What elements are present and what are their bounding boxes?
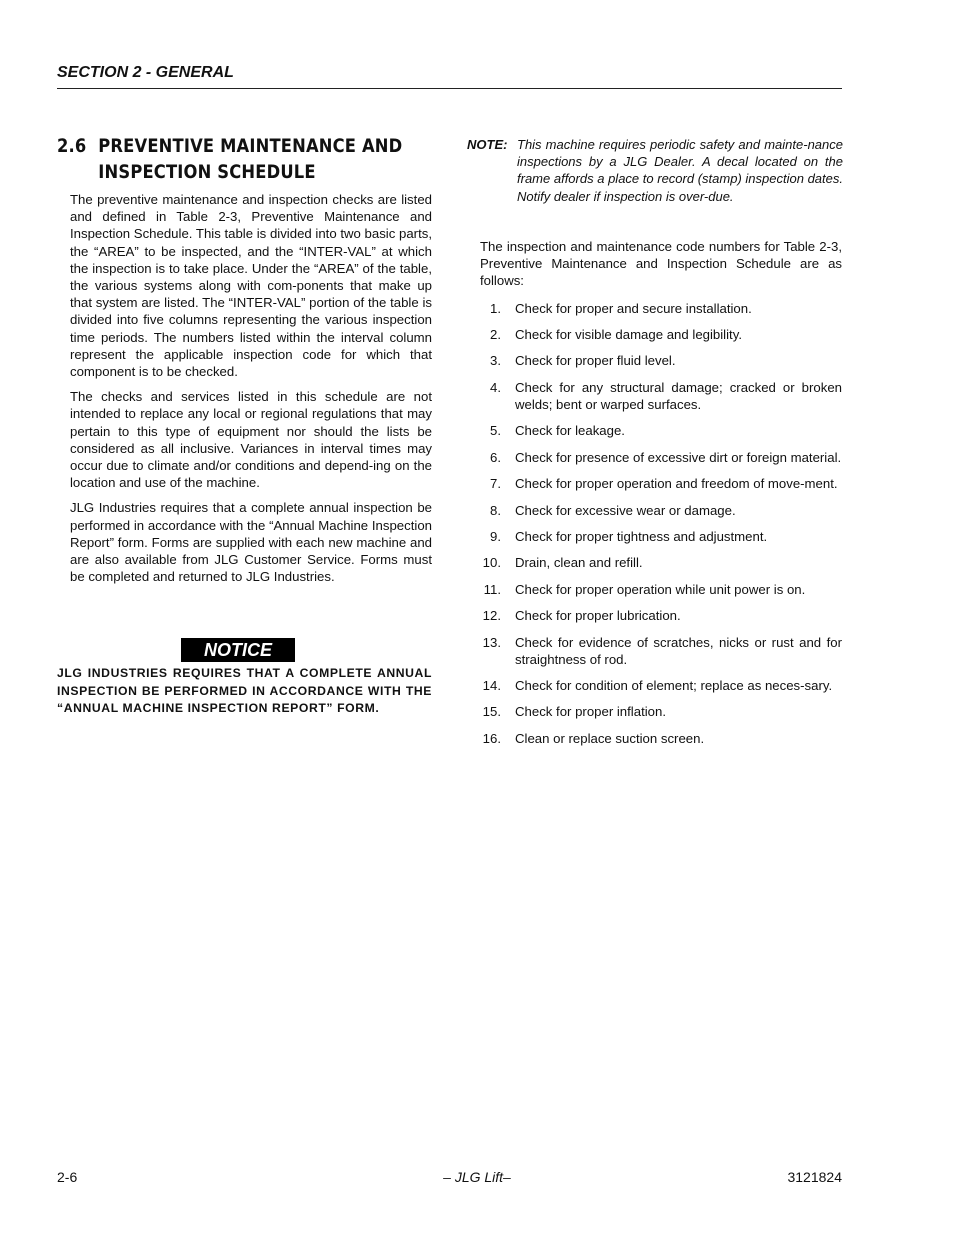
right-column <box>480 238 842 756</box>
notice-label: NOTICE <box>181 638 295 662</box>
codes-intro: The inspection and maintenance code numbers for Table 2-3, Preventive Maintenance and Inspection Schedule are as follows: <box>480 239 842 289</box>
list-item: 3. Check for proper fluid level. <box>490 353 676 369</box>
list-item: 12. Check for proper lubrication. <box>482 608 681 624</box>
list-item: 16. Clean or replace suction screen. <box>482 730 705 746</box>
list-item: 8. Check for excessive wear or damage. <box>490 502 736 518</box>
paragraph: JLG Industries requires that a complete annual inspection be performed in accordance with the “Annual Machine Inspection Report” form. Forms are supplied with each new machine and are also available from JLG Customer Service. Forms must be completed and returned to JLG Industries. <box>70 500 432 585</box>
header-divider <box>57 88 842 89</box>
paragraph: The checks and services listed in this schedule are not intended to replace any local or regional regulations that may pertain to this type of equipment nor should the lists be considered as all inclusive. Variances in interval times may occur due to climate and/or conditions and depend-ing on the location and use of the machine. <box>70 389 432 491</box>
list-item: 7. Check for proper operation and freedom of move-ment. <box>490 476 838 492</box>
section-heading <box>57 133 402 185</box>
heading-number: 2.6 <box>57 135 87 157</box>
left-column <box>70 191 432 593</box>
list-item: 13. Check for evidence of scratches, nicks or rust and for straightness of rod. <box>482 634 842 667</box>
paragraph: The preventive maintenance and inspection checks are listed and defined in Table 2-3, Preventive Maintenance and Inspection Schedule. This table is divided into two basic parts, the “AREA” to be inspected, and the “INTER-VAL” at which the inspection is to take place. Under the “AREA” of the table, the various systems along with com-ponents that make up that system are listed. The “INTER-VAL” portion of the table is divided into five columns representing the various inspection time periods. The numbers listed within the interval column represent the applicable inspection code for which that component is to be checked. <box>70 192 432 380</box>
list-item: 6. Check for presence of excessive dirt or foreign material. <box>490 449 842 465</box>
section-header: SECTION 2 - GENERAL <box>57 64 234 81</box>
page-number: 2-6 <box>57 1169 78 1185</box>
footer-title: – JLG Lift– <box>443 1169 511 1185</box>
document-number: 3121824 <box>787 1169 842 1185</box>
list-item: 4. Check for any structural damage; cracked or broken welds; bent or warped surfaces. <box>490 379 842 412</box>
list-item: 2. Check for visible damage and legibility. <box>490 327 742 342</box>
list-item: 14. Check for condition of element; replace as neces-sary. <box>482 678 833 694</box>
list-item: 11. Check for proper operation while unit power is on. <box>483 581 806 597</box>
note-label: NOTE: <box>467 137 508 152</box>
list-item: 5. Check for leakage. <box>490 423 625 439</box>
list-item: 10. Drain, clean and refill. <box>482 555 643 571</box>
heading-line2: INSPECTION SCHEDULE <box>98 161 316 183</box>
note-text: This machine requires periodic safety and mainte-nance inspections by a JLG Dealer. A decal located on the frame affords a place to record (stamp) inspection dates. Notify dealer if inspection is over-due. <box>517 137 843 204</box>
list-item: 1. Check for proper and secure installation. <box>490 300 752 316</box>
inspection-codes-list <box>480 300 842 747</box>
heading-line1: PREVENTIVE MAINTENANCE AND <box>98 135 403 157</box>
note-block <box>467 136 843 205</box>
list-item: 9. Check for proper tightness and adjustment. <box>490 528 768 544</box>
list-item: 15. Check for proper inflation. <box>482 704 666 720</box>
notice-text: JLG INDUSTRIES REQUIRES THAT A COMPLETE ANNUAL INSPECTION BE PERFORMED IN ACCORDANCE WITH THE “ANNUAL MACHINE INSPECTION REPORT” FORM. <box>57 666 432 715</box>
